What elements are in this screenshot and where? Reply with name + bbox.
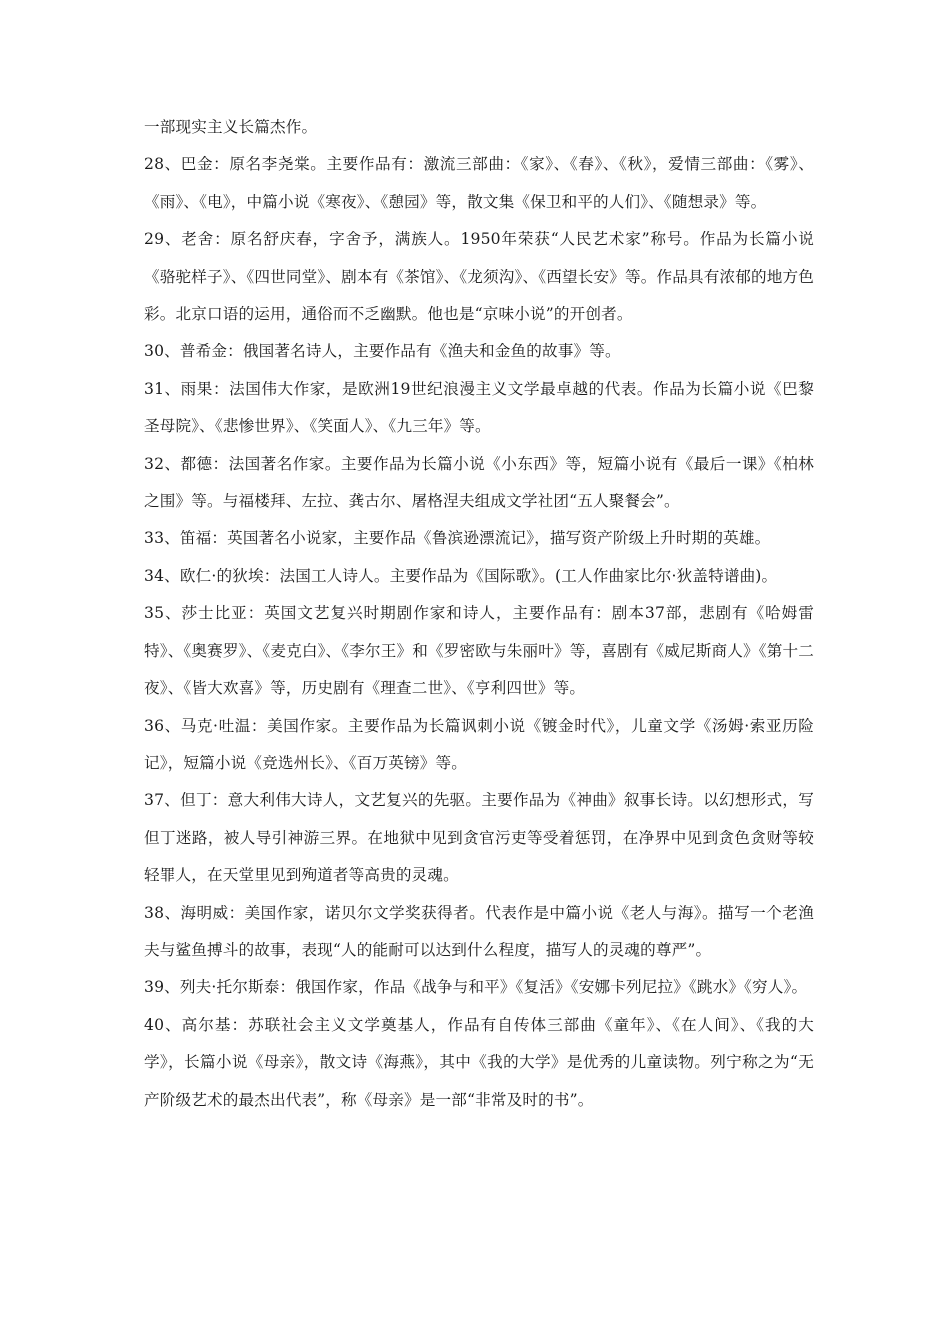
paragraph-item-29: 29、老舍：原名舒庆春，字舍予，满族人。1950年荣获“人民艺术家”称号。作品为长篇小说《骆驼样子》、《四世同堂》、剧本有《茶馆》、《龙须沟》、《西望长安》等。作品具有浓郁的地方色彩。北京口语的运用，通俗而不乏幽默。他也是“京味小说”的开创者。 — [144, 230, 814, 324]
paragraph-item-38: 38、海明威：美国作家，诺贝尔文学奖获得者。代表作是中篇小说《老人与海》。描写一个老渔夫与鲨鱼搏斗的故事，表现“人的能耐可以达到什么程度，描写人的灵魂的尊严”。 — [144, 903, 814, 959]
document-body — [144, 109, 814, 1119]
paragraph-item-31: 31、雨果：法国伟大作家，是欧洲19世纪浪漫主义文学最卓越的代表。作品为长篇小说《巴黎圣母院》、《悲惨世界》、《笑面人》、《九三年》等。 — [144, 379, 814, 436]
paragraph-item-36: 36、马克·吐温：美国作家。主要作品为长篇讽刺小说《镀金时代》，儿童文学《汤姆·索亚历险记》，短篇小说《竞选州长》、《百万英镑》等。 — [144, 716, 814, 772]
paragraph-item-34: 34、欧仁·的狄埃：法国工人诗人。主要作品为《国际歌》。(工人作曲家比尔·狄盖特谱曲)。 — [144, 566, 778, 585]
paragraph-item-37: 37、但丁：意大利伟大诗人，文艺复兴的先驱。主要作品为《神曲》叙事长诗。以幻想形式，写但丁迷路，被人导引神游三界。在地狱中见到贪官污吏等受着惩罚，在净界中见到贪色贪财等较轻罪人，在天堂里见到殉道者等高贵的灵魂。 — [144, 791, 814, 885]
paragraph-item-32: 32、都德：法国著名作家。主要作品为长篇小说《小东西》等，短篇小说有《最后一课》《柏林之围》等。与福楼拜、左拉、龚古尔、屠格涅夫组成文学社团“五人聚餐会”。 — [144, 454, 814, 511]
paragraph-item-28: 28、巴金：原名李尧棠。主要作品有：激流三部曲：《家》、《春》、《秋》，爱情三部曲：《雾》、《雨》、《电》，中篇小说《寒夜》、《憩园》等，散文集《保卫和平的人们》、《随想录》等。 — [144, 155, 814, 211]
paragraph-item-39: 39、列夫·托尔斯泰：俄国作家，作品《战争与和平》《复活》《安娜卡列尼拉》《跳水》《穷人》。 — [144, 978, 808, 997]
paragraph-item-35: 35、莎士比亚：英国文艺复兴时期剧作家和诗人，主要作品有：剧本37部，悲剧有《哈姆雷特》、《奥赛罗》、《麦克白》、《李尔王》和《罗密欧与朱丽叶》等，喜剧有《威尼斯商人》《第十二夜》、《皆大欢喜》等，历史剧有《理查二世》、《亨利四世》等。 — [144, 604, 814, 698]
paragraph-continuation: 一部现实主义长篇杰作。 — [144, 118, 318, 136]
paragraph-item-33: 33、笛福：英国著名小说家，主要作品《鲁滨逊漂流记》，描写资产阶级上升时期的英雄。 — [144, 529, 771, 548]
paragraph-item-40: 40、高尔基：苏联社会主义文学奠基人，作品有自传体三部曲《童年》、《在人间》、《我的大学》，长篇小说《母亲》，散文诗《海燕》，其中《我的大学》是优秀的儿童读物。列宁称之为“无产阶级艺术的最杰出代表”，称《母亲》是一部“非常及时的书”。 — [144, 1015, 814, 1109]
paragraph-item-30: 30、普希金：俄国著名诗人，主要作品有《渔夫和金鱼的故事》等。 — [144, 342, 621, 361]
